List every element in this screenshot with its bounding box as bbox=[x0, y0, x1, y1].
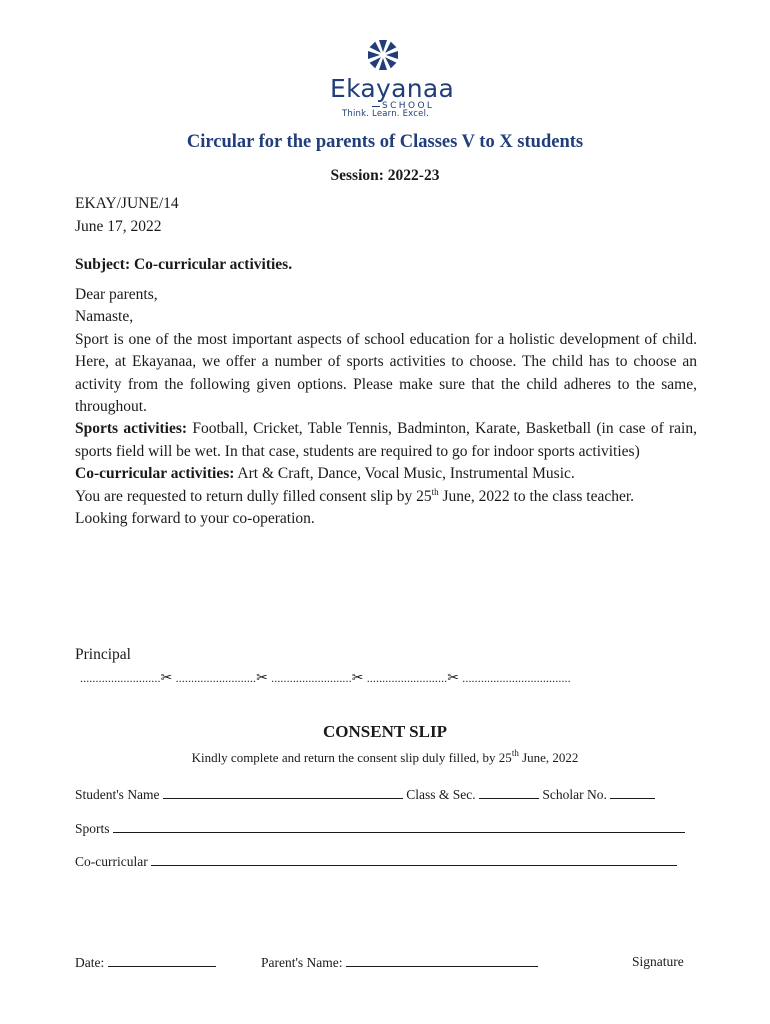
school-logo bbox=[300, 38, 470, 122]
student-info-row bbox=[75, 786, 655, 803]
signatory: Principal bbox=[75, 646, 131, 663]
class-sec-label: Class & Sec. bbox=[406, 787, 476, 802]
return-request: You are requested to return dully filled consent slip by 25th June, 2022 to the class teacher. bbox=[75, 486, 635, 505]
cut-line: ..........................✂ ..........................✂ ..........................✂ ..........................✂ ................................... bbox=[80, 670, 571, 686]
cocurricular-choice-label: Co-curricular bbox=[75, 854, 148, 869]
star-emblem-icon bbox=[366, 38, 400, 72]
scissors-icon: ✂ bbox=[160, 670, 173, 686]
closing-line: Looking forward to your co-operation. bbox=[75, 510, 315, 528]
cocurricular-label: Co-curricular activities: bbox=[75, 465, 235, 483]
sports-list: Football, Cricket, Table Tennis, Badminton, Karate, Basketball (in case of rain, sports field will be wet. In that case, students are required to go for indoor sports activities) bbox=[75, 420, 697, 460]
logo-divider bbox=[372, 106, 380, 107]
reference-number: EKAY/JUNE/14 bbox=[75, 195, 179, 212]
cocurricular-paragraph bbox=[75, 463, 697, 485]
signature-label: Signature bbox=[632, 954, 684, 969]
consent-instructions: Kindly complete and return the consent slip duly filled, by 25th June, 2022 bbox=[191, 748, 579, 765]
logo-name: Ekayanaa bbox=[330, 74, 455, 103]
date-label: Date: bbox=[75, 955, 105, 970]
class-sec-field[interactable] bbox=[479, 786, 539, 799]
student-name-field[interactable] bbox=[163, 786, 403, 799]
scholar-no-field[interactable] bbox=[610, 786, 655, 799]
cocurricular-choice-field[interactable] bbox=[151, 853, 677, 866]
session-label: Session: 2022-23 bbox=[330, 167, 440, 184]
intro-paragraph: Sport is one of the most important aspects of school education for a holistic development of child. Here, at Ekayanaa, we offer a number of sports activities to choose. The child has to choose an activity from the following given options. Please make sure that the child adheres to the same, throughout. bbox=[75, 330, 697, 416]
consent-slip-title: CONSENT SLIP bbox=[323, 722, 447, 741]
scissors-icon: ✂ bbox=[256, 670, 269, 686]
scissors-icon: ✂ bbox=[351, 670, 364, 686]
circular-date: June 17, 2022 bbox=[75, 218, 162, 235]
parent-name-field[interactable] bbox=[346, 954, 538, 967]
cocurricular-list: Art & Craft, Dance, Vocal Music, Instrumental Music. bbox=[234, 465, 575, 483]
scissors-icon: ✂ bbox=[447, 670, 460, 686]
date-group bbox=[75, 954, 216, 971]
circular-title: Circular for the parents of Classes V to X students bbox=[186, 132, 584, 152]
parent-name-label: Parent's Name: bbox=[261, 955, 343, 970]
parent-name-group bbox=[261, 954, 538, 971]
letter-body bbox=[75, 284, 697, 530]
greeting: Dear parents, bbox=[75, 286, 158, 303]
student-name-label: Student's Name bbox=[75, 787, 160, 802]
sports-row bbox=[75, 820, 685, 837]
date-field[interactable] bbox=[108, 954, 216, 967]
namaste: Namaste, bbox=[75, 308, 134, 326]
scholar-no-label: Scholar No. bbox=[542, 787, 607, 802]
sports-label: Sports activities: bbox=[75, 420, 188, 438]
sports-paragraph bbox=[75, 418, 697, 463]
subject-line: Subject: Co-curricular activities. bbox=[75, 256, 293, 273]
logo-subtitle: SCHOOL bbox=[382, 101, 435, 111]
logo-tagline: Think. Learn. Excel. bbox=[342, 109, 430, 119]
sports-choice-field[interactable] bbox=[113, 820, 685, 833]
sports-choice-label: Sports bbox=[75, 821, 110, 836]
cocurricular-row bbox=[75, 853, 677, 870]
